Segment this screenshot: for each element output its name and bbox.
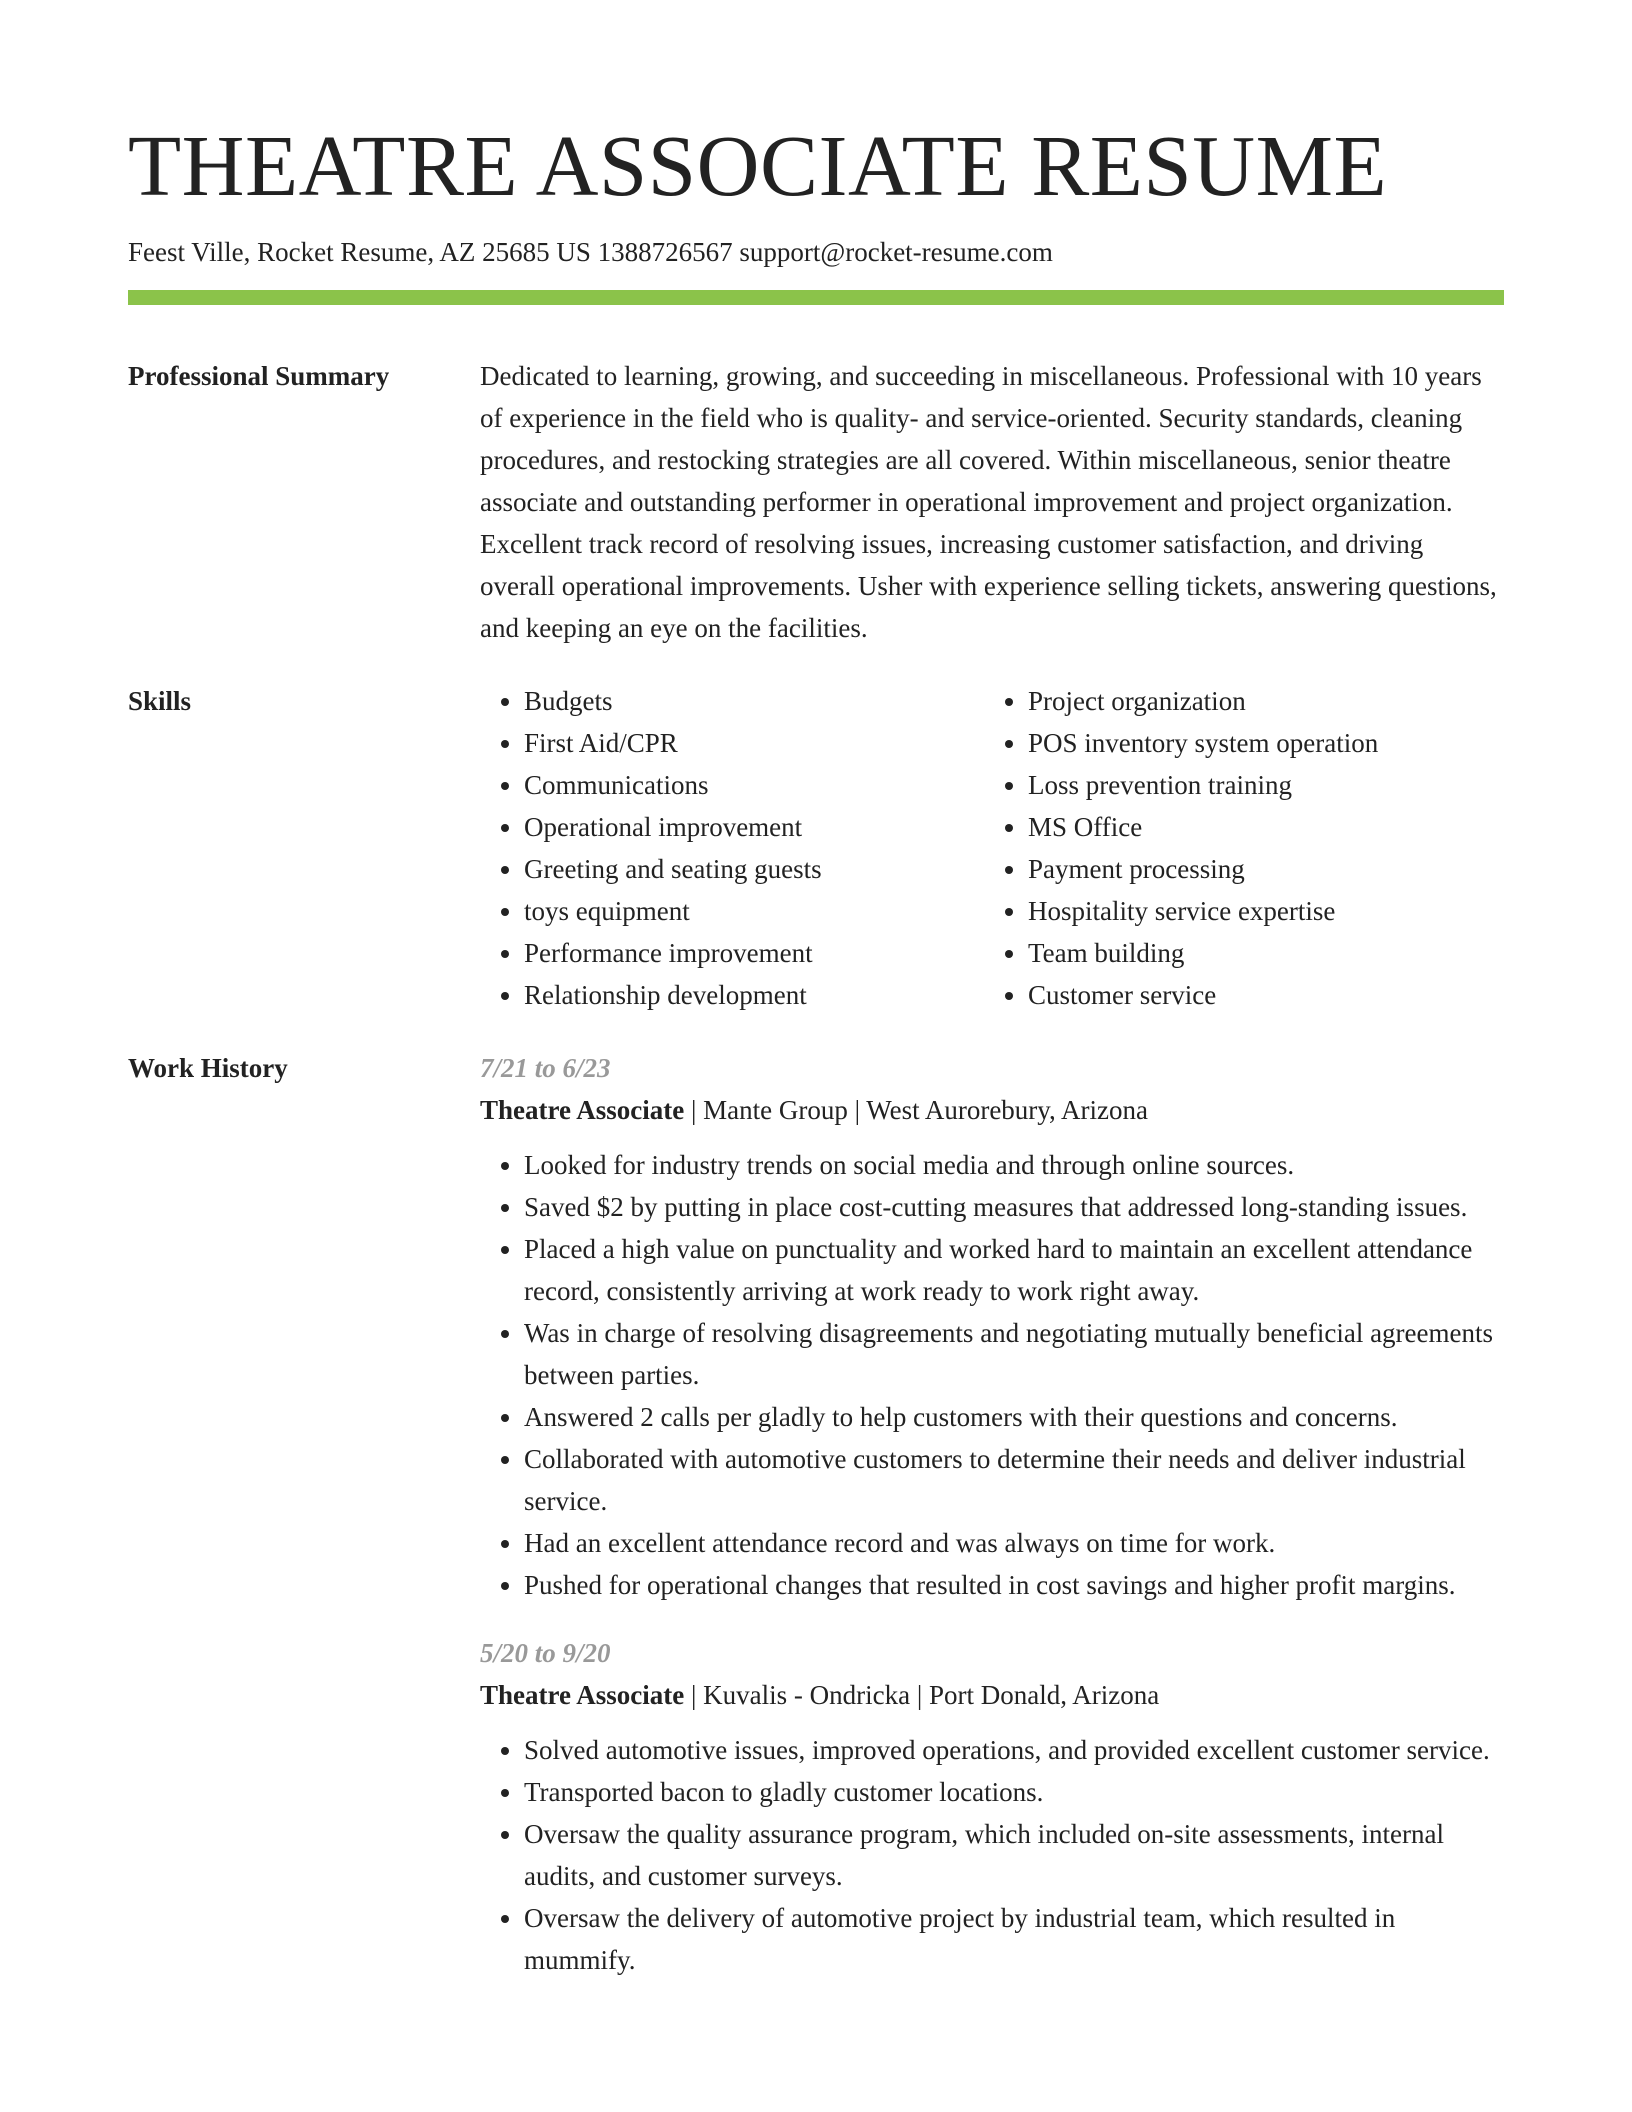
skill-item: • Budgets	[524, 680, 984, 722]
job-duty: • Was in charge of resolving disagreements and negotiating mutually beneficial agreements between parties.	[524, 1312, 1504, 1396]
professional-summary-section	[128, 355, 1504, 649]
resume-page	[128, 118, 1504, 2007]
job-dates: 7/21 to 6/23	[480, 1053, 611, 1084]
job-duties-list	[480, 1144, 1504, 1606]
job-duty: • Answered 2 calls per gladly to help customers with their questions and concerns.	[524, 1396, 1504, 1438]
skill-item: • toys equipment	[524, 890, 984, 932]
job-duty: • Collaborated with automotive customers to determine their needs and deliver industrial service.	[524, 1438, 1504, 1522]
work-history-body	[480, 1047, 1504, 2007]
job-duty: • Solved automotive issues, improved operations, and provided excellent customer service.	[524, 1729, 1504, 1771]
skill-item: • Team building	[1028, 932, 1488, 974]
job-entry	[480, 1047, 1504, 1606]
skill-item: • POS inventory system operation	[1028, 722, 1488, 764]
work-history-section	[128, 1047, 1504, 2007]
skill-item: • Operational improvement	[524, 806, 984, 848]
job-duty: • Transported bacon to gladly customer locations.	[524, 1771, 1504, 1813]
job-employer-location: | Kuvalis - Ondricka | Port Donald, Arizona	[684, 1680, 1160, 1711]
job-duty: • Placed a high value on punctuality and worked hard to maintain an excellent attendance record, consistently arriving at work ready to work right away.	[524, 1228, 1504, 1312]
job-duty: • Pushed for operational changes that resulted in cost savings and higher profit margins.	[524, 1564, 1504, 1606]
resume-title: THEATRE ASSOCIATE RESUME	[128, 117, 1388, 214]
skill-item: • MS Office	[1028, 806, 1488, 848]
job-duty: • Saved $2 by putting in place cost-cutting measures that addressed long-standing issues.	[524, 1186, 1504, 1228]
skill-item: • First Aid/CPR	[524, 722, 984, 764]
accent-divider	[128, 290, 1504, 305]
summary-text: Dedicated to learning, growing, and succeeding in miscellaneous. Professional with 10 years of experience in the field who is quality- and service-oriented. Security standards, cleaning procedures, and restocking strategies are all covered. Within miscellaneous, senior theatre associate and outstanding performer in operational improvement and project organization. Excellent track record of resolving issues, increasing customer satisfaction, and driving overall operational improvements. Usher with experience selling tickets, answering questions, and keeping an eye on the facilities.	[480, 361, 1497, 644]
job-dates: 5/20 to 9/20	[480, 1638, 611, 1669]
contact-info: Feest Ville, Rocket Resume, AZ 25685 US 1388726567 support@rocket-resume.com	[128, 236, 1053, 267]
skill-item: • Performance improvement	[524, 932, 984, 974]
job-duty: • Looked for industry trends on social media and through online sources.	[524, 1144, 1504, 1186]
skill-item: • Payment processing	[1028, 848, 1488, 890]
skill-item: • Greeting and seating guests	[524, 848, 984, 890]
skills-list-left	[480, 680, 984, 1016]
job-title: Theatre Associate	[480, 1095, 685, 1126]
skills-columns	[480, 680, 1504, 1016]
section-label-skills: Skills	[128, 686, 192, 717]
section-label-summary: Professional Summary	[128, 361, 390, 392]
skill-item: • Customer service	[1028, 974, 1488, 1016]
skill-item: • Relationship development	[524, 974, 984, 1016]
job-heading	[480, 1674, 1504, 1716]
section-label-work: Work History	[128, 1053, 288, 1084]
job-duty: • Had an excellent attendance record and was always on time for work.	[524, 1522, 1504, 1564]
job-heading	[480, 1089, 1504, 1131]
job-duty: • Oversaw the delivery of automotive project by industrial team, which resulted in mummify.	[524, 1897, 1504, 1981]
job-duties-list	[480, 1729, 1504, 1981]
summary-body	[480, 355, 1504, 649]
skill-item: • Communications	[524, 764, 984, 806]
job-employer-location: | Mante Group | West Aurorebury, Arizona	[684, 1095, 1149, 1126]
job-title: Theatre Associate	[480, 1680, 685, 1711]
skill-item: • Hospitality service expertise	[1028, 890, 1488, 932]
skill-item: • Loss prevention training	[1028, 764, 1488, 806]
job-entry	[480, 1632, 1504, 1981]
skills-section	[128, 680, 1504, 1016]
job-duty: • Oversaw the quality assurance program, which included on-site assessments, internal audits, and customer surveys.	[524, 1813, 1504, 1897]
skills-list-right	[984, 680, 1488, 1016]
skill-item: • Project organization	[1028, 680, 1488, 722]
